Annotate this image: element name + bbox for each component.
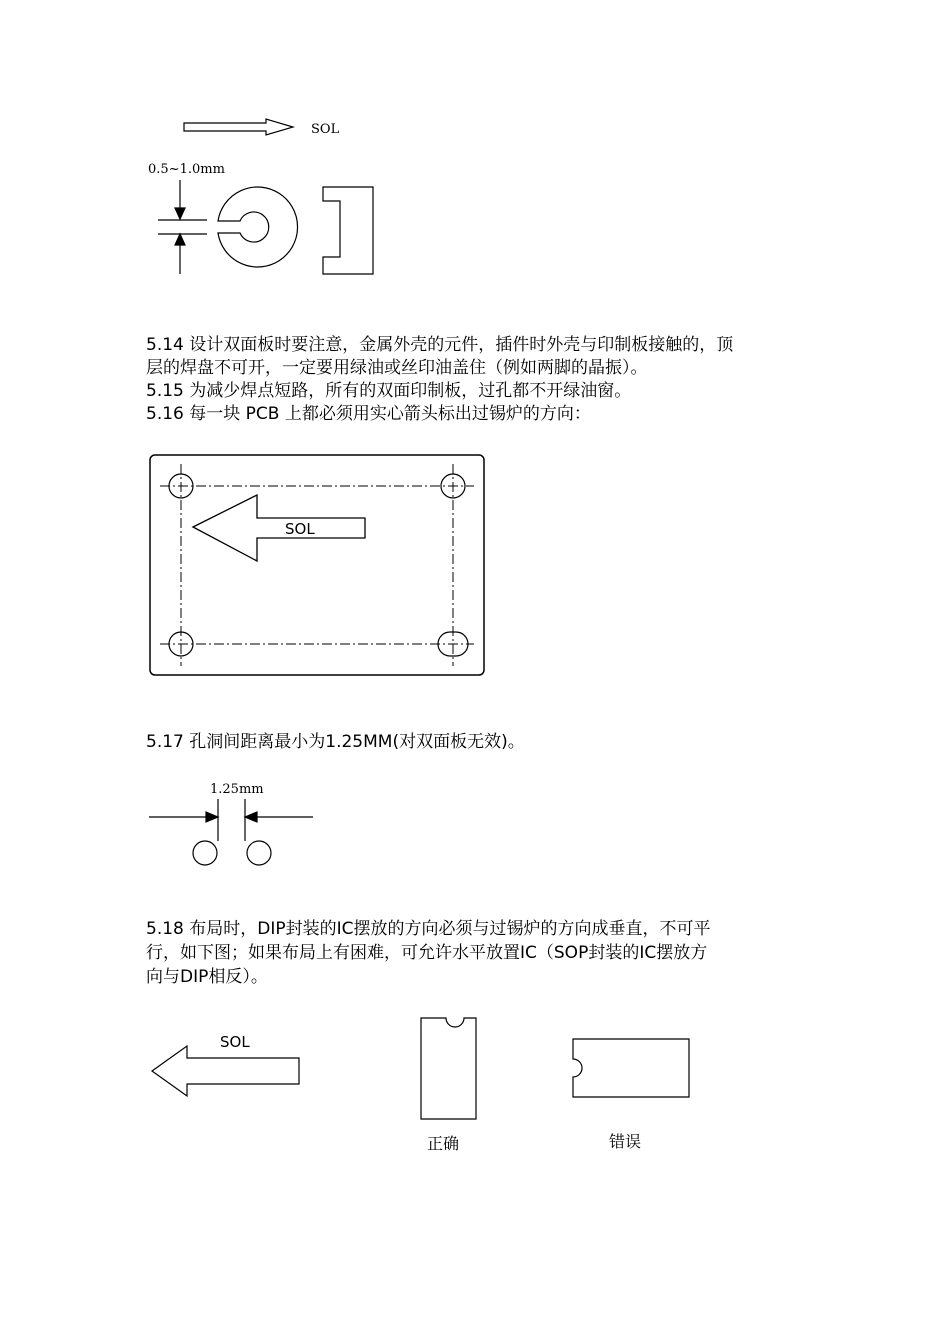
figure-pcb-board <box>0 440 950 700</box>
section-5-16-text-b: 上都必须用实心箭头标出过锡炉的方向： <box>284 404 591 424</box>
section-5-18-line1-segment: DIP <box>257 919 286 939</box>
dip-ic-horizontal-wrong <box>573 1039 689 1097</box>
sol-arrow-left-small-icon <box>152 1046 299 1096</box>
section-5-18-line1-segment: IC <box>336 919 354 939</box>
section-5-16-text-a: 每一块 <box>189 404 241 424</box>
section-5-14-number: 5.14 <box>146 335 184 355</box>
section-5-17-value: 1.25MM( <box>325 732 400 752</box>
c-ring-pad-icon <box>218 187 298 267</box>
figure-solder-pad-shapes <box>0 0 950 300</box>
figure-hole-spacing <box>0 775 950 875</box>
section-5-15-text: 为减少焊点短路，所有的双面印制板，过孔都不开绿油窗。 <box>189 381 632 401</box>
figure1-dimension-label: 0.5~1.0mm <box>148 162 225 177</box>
section-5-18-line3-segment: DIP <box>180 967 209 987</box>
section-5-18-line1-segment: 封装的 <box>285 919 337 939</box>
wrong-label: 错误 <box>609 1132 642 1151</box>
section-5-17-text-a: 孔洞间距离最小为 <box>189 732 326 752</box>
section-5-18-line2-segment: IC <box>639 943 657 963</box>
section-5-16-text-pcb: PCB <box>245 404 280 424</box>
pcb-outline <box>150 455 484 675</box>
section-5-15 <box>146 380 631 403</box>
section-5-18-line1-segment: 摆放的方向必须与过锡炉的方向成垂直，不可平 <box>353 919 711 939</box>
section-5-14-text-line1: 设计双面板时要注意，金属外壳的元件，插件时外壳与印制板接触的，顶 <box>189 335 734 355</box>
figure-ic-orientation <box>0 1010 950 1190</box>
figure3-dimension-label: 1.25mm <box>210 782 264 797</box>
section-5-18-line1 <box>146 918 711 941</box>
section-5-14-line2 <box>146 357 648 380</box>
section-5-18-line3-segment: 向与 <box>146 967 180 987</box>
section-5-18-number: 5.18 <box>146 919 184 939</box>
hole-right <box>247 841 271 865</box>
section-5-18-line3 <box>146 966 268 989</box>
section-5-18-line2-segment: 摆放方 <box>656 943 708 963</box>
section-5-18-line3-segment: 相反）。 <box>208 967 268 987</box>
figure4-sol-label: SOL <box>220 1033 250 1051</box>
section-5-17-number: 5.17 <box>146 732 184 752</box>
section-5-18-line2-segment: SOP <box>553 943 589 963</box>
section-5-18-line2 <box>146 942 707 965</box>
section-5-16 <box>146 403 591 426</box>
correct-label: 正确 <box>427 1134 460 1153</box>
sol-arrow-left-icon <box>193 495 365 561</box>
section-5-18-line1-segment: 布局时， <box>189 919 258 939</box>
section-5-16-number: 5.16 <box>146 404 184 424</box>
figure1-sol-label: SOL <box>311 122 340 137</box>
section-5-18-line2-segment: （ <box>536 943 554 963</box>
sol-arrow-right-icon <box>184 119 293 135</box>
section-5-18-line2-segment: 封装的 <box>588 943 640 963</box>
hole-left <box>193 841 217 865</box>
section-5-14-text-line2: 层的焊盘不可开，一定要用绿油或丝印油盖住（例如两脚的晶振）。 <box>146 358 648 378</box>
section-5-18-line2-segment: IC <box>520 943 537 963</box>
figure2-sol-label: SOL <box>285 520 315 538</box>
section-5-17 <box>146 731 525 754</box>
section-5-14-line1 <box>146 334 733 357</box>
section-5-18-line2-segment: 行，如下图；如果布局上有困难，可允许水平放置 <box>146 943 520 963</box>
section-5-15-number: 5.15 <box>146 381 184 401</box>
slotted-pad-icon <box>323 187 373 274</box>
section-5-17-text-b: 对双面板无效)。 <box>399 732 525 752</box>
dip-ic-vertical-correct <box>421 1018 476 1119</box>
